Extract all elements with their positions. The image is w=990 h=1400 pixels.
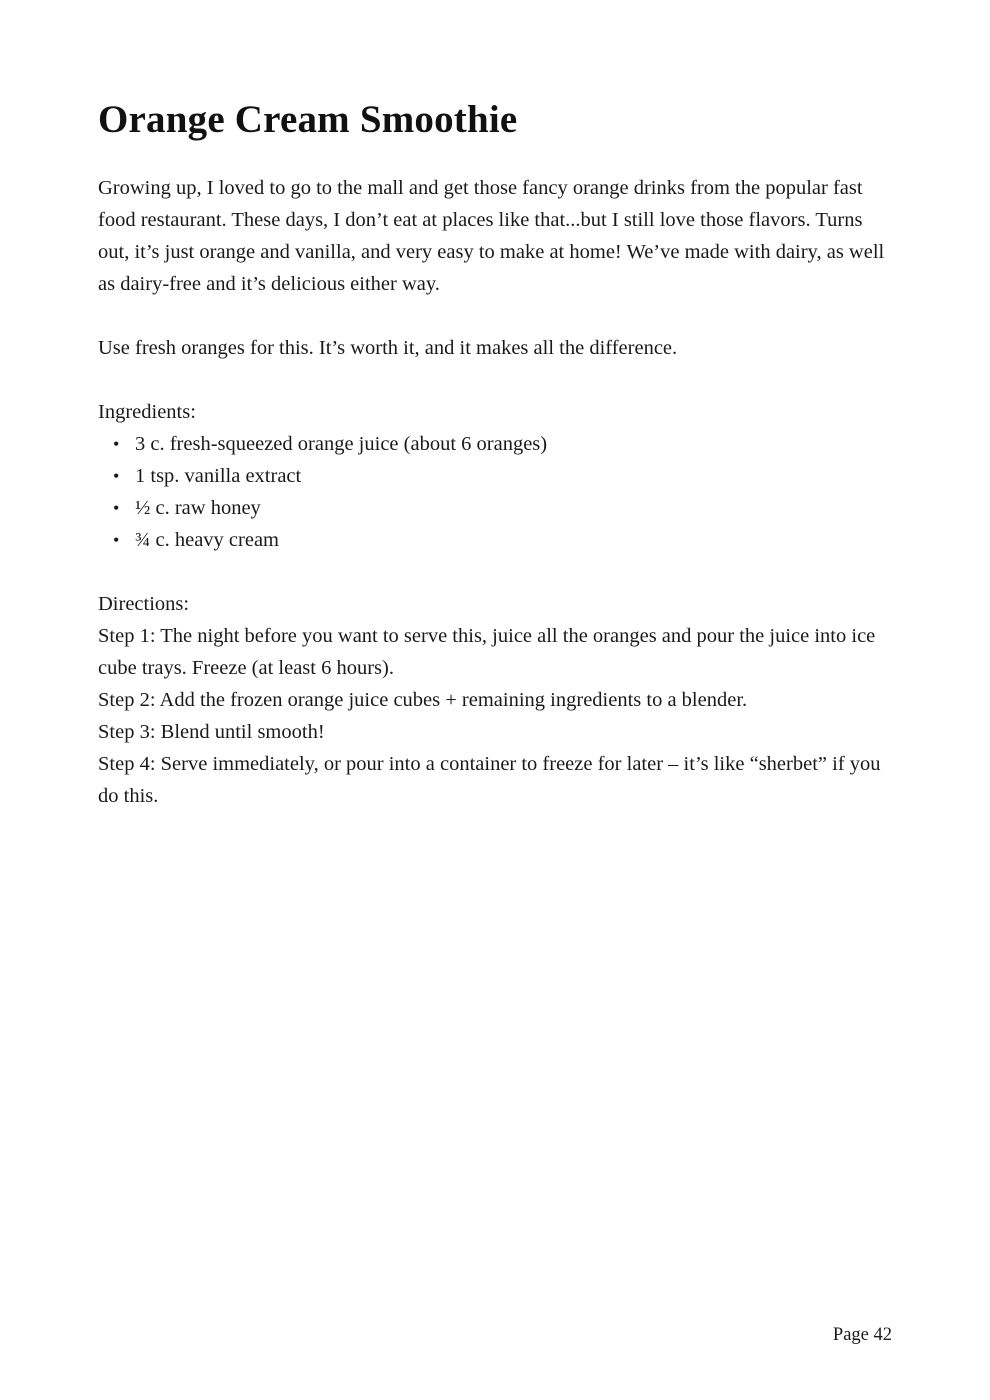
direction-step: Step 1: The night before you want to serve this, juice all the oranges and pour the juice into ice cube trays. Freeze (at least 6 hours). [98,625,876,679]
page-footer: Page 42 [832,1325,892,1345]
directions-heading: Directions: [98,593,190,615]
list-item: • ¾ c. heavy cream [98,524,892,556]
directions-section [98,588,892,812]
list-item: • 1 tsp. vanilla extract [98,460,892,492]
list-item: • 3 c. fresh-squeezed orange juice (about 6 oranges) [98,428,892,460]
intro-paragraph: Growing up, I loved to go to the mall and get those fancy orange drinks from the popular fast food restaurant. These days, I don’t eat at places like that...but I still love those flavors. Turns out, it’s just orange and vanilla, and very easy to make at home! We’ve made with dairy, as well as dairy-free and it’s delicious either way. [98,177,885,295]
ingredients-heading: Ingredients: [98,401,196,423]
list-item: • ½ c. raw honey [98,492,892,524]
direction-step: Step 4: Serve immediately, or pour into a container to freeze for later – it’s like “sherbet” if you do this. [98,753,881,807]
direction-step: Step 2: Add the frozen orange juice cubes + remaining ingredients to a blender. [98,689,748,711]
ingredients-list [98,428,892,556]
note-paragraph: Use fresh oranges for this. It’s worth it, and it makes all the difference. [98,337,678,359]
paragraph-spacer [98,300,892,332]
section-spacer-ingredients [98,364,892,396]
direction-step: Step 3: Blend until smooth! [98,721,325,743]
section-spacer-directions [98,556,892,588]
page-title: Orange Cream Smoothie [98,98,518,141]
page-content [98,96,892,812]
